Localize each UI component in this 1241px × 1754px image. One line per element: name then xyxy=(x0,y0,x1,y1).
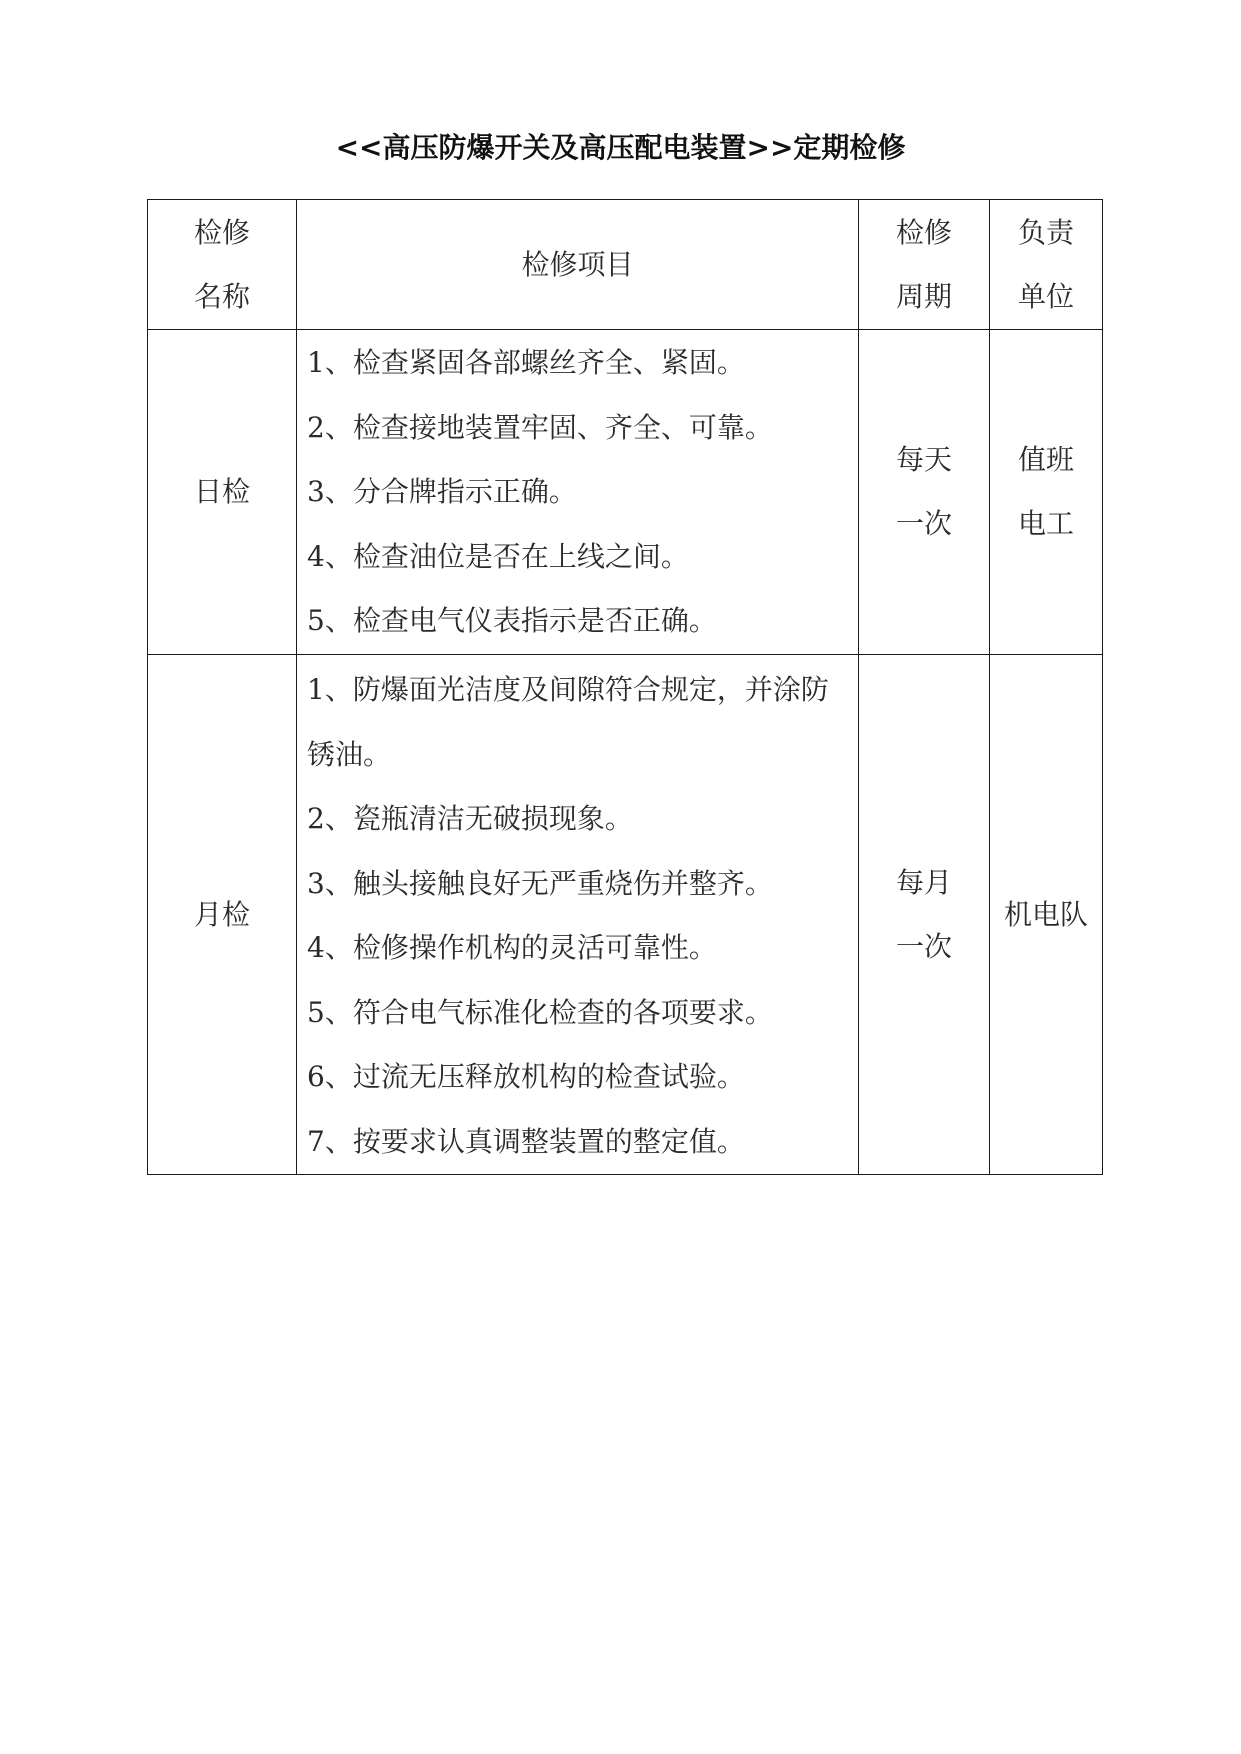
header-unit xyxy=(990,200,1103,330)
list-item: 3、分合牌指示正确。 xyxy=(307,475,577,508)
list-item: 3、触头接触良好无严重烧伤并整齐。 xyxy=(307,866,773,900)
row-cycle: 每天一次 xyxy=(895,443,952,540)
header-name xyxy=(148,200,297,330)
row-cycle: 每月一次 xyxy=(895,865,952,963)
row-unit-cell xyxy=(990,655,1103,1175)
table-header-row xyxy=(148,200,1103,330)
row-unit-cell xyxy=(990,330,1103,655)
row-items-cell xyxy=(297,655,859,1175)
header-name-label: 检修名称 xyxy=(193,215,250,313)
header-unit-label: 负责单位 xyxy=(1017,215,1074,313)
maintenance-table xyxy=(147,199,1103,1175)
list-item: 5、符合电气标准化检查的各项要求。 xyxy=(307,995,773,1029)
list-item: 4、检查油位是否在上线之间。 xyxy=(307,539,689,573)
list-item: 5、检查电气仪表指示是否正确。 xyxy=(307,604,717,637)
list-item: 1、检查紧固各部螺丝齐全、紧固。 xyxy=(307,346,745,379)
header-cycle-label: 检修周期 xyxy=(895,215,952,313)
header-items-label: 检修项目 xyxy=(521,247,634,281)
row-name: 日检 xyxy=(193,475,250,508)
list-item: 6、过流无压释放机构的检查试验。 xyxy=(307,1060,745,1093)
row-name: 月检 xyxy=(193,897,250,931)
list-item: 2、检查接地装置牢固、齐全、可靠。 xyxy=(307,410,773,444)
row-name-cell xyxy=(148,330,297,655)
row-cycle-cell xyxy=(859,330,990,655)
list-item: 7、按要求认真调整装置的整定值。 xyxy=(307,1124,745,1158)
page-title: <<高压防爆开关及高压配电装置>>定期检修 xyxy=(335,131,906,164)
list-item: 2、瓷瓶清洁无破损现象。 xyxy=(307,802,633,835)
table-row xyxy=(148,330,1103,655)
header-cycle xyxy=(859,200,990,330)
row-unit: 机电队 xyxy=(1003,897,1088,931)
header-items xyxy=(297,200,859,330)
table-row xyxy=(148,655,1103,1175)
row-unit: 值班电工 xyxy=(1017,443,1074,540)
list-item: 4、检修操作机构的灵活可靠性。 xyxy=(307,931,717,964)
row-items-cell xyxy=(297,330,859,655)
row-name-cell xyxy=(148,655,297,1175)
row-cycle-cell xyxy=(859,655,990,1175)
list-item: 1、防爆面光洁度及间隙符合规定，并涂防锈油。 xyxy=(307,673,829,771)
